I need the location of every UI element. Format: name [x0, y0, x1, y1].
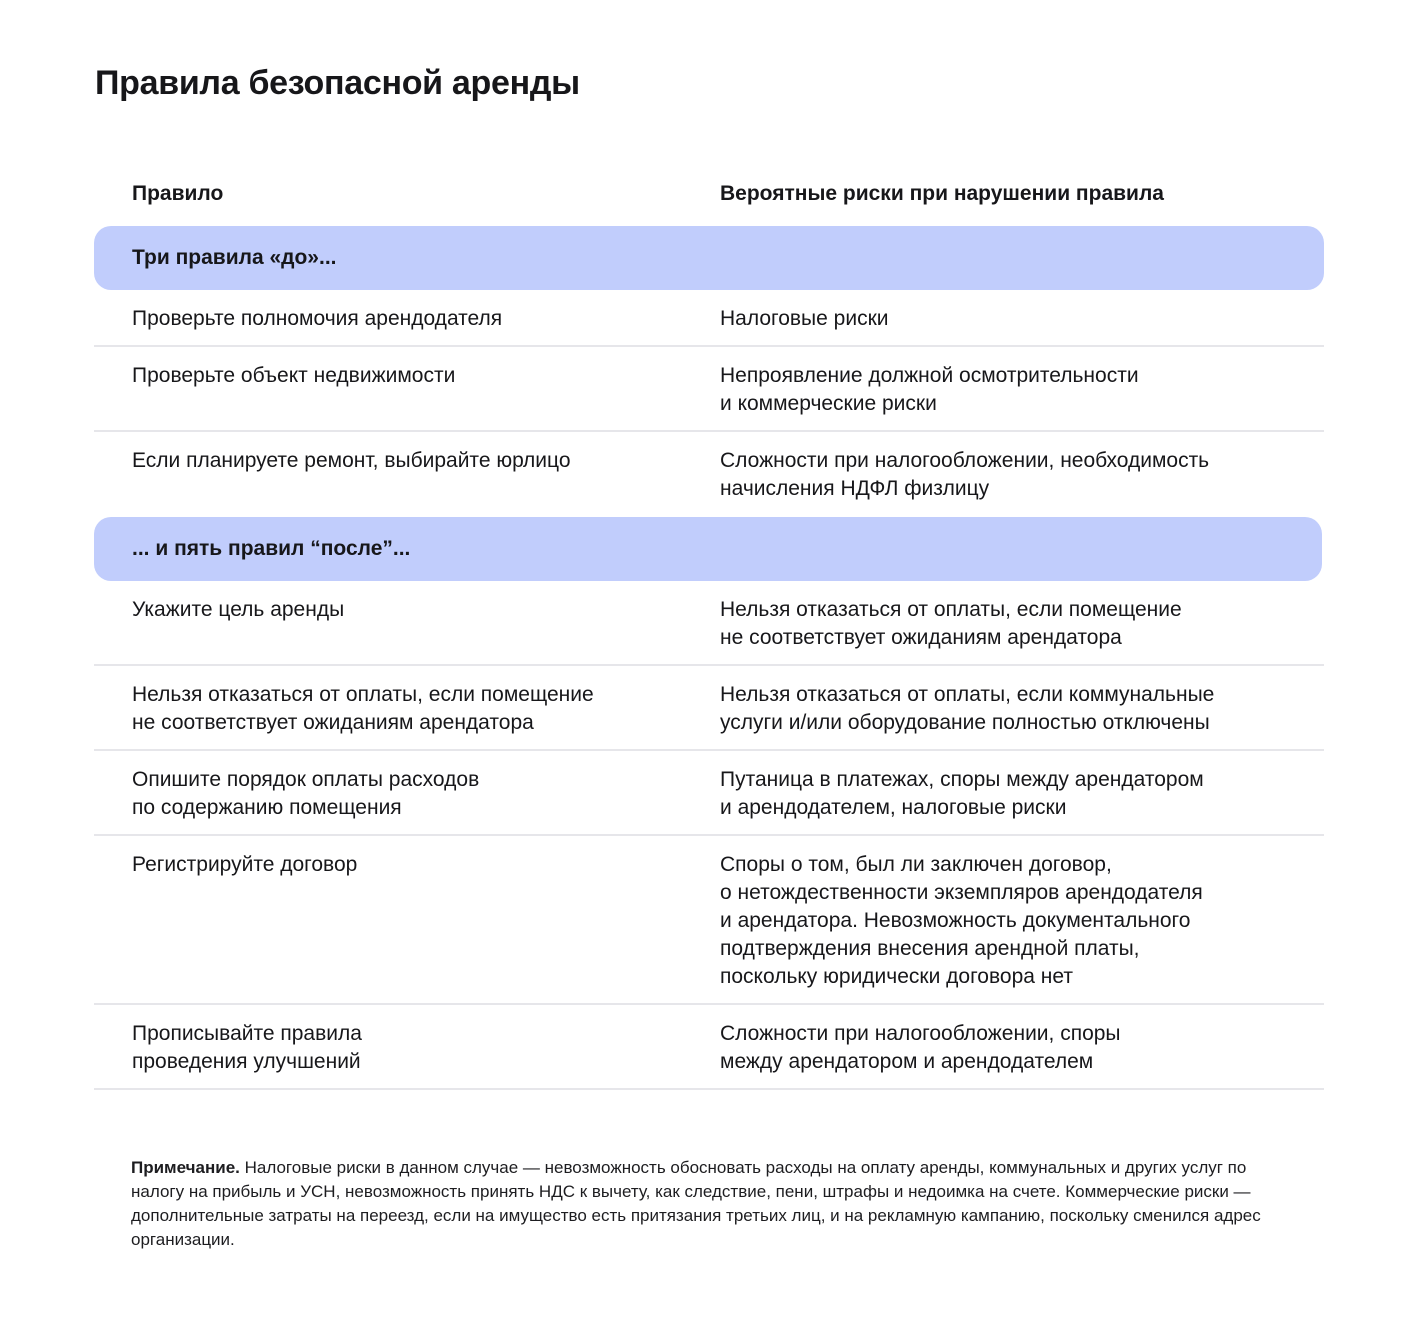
table-row: [94, 347, 1324, 432]
risk-cell: Сложности при налогообложении, споры между арендатором и арендодателем: [720, 1022, 1121, 1073]
footnote-text: Налоговые риски в данном случае — невозможность обосновать расходы на оплату аренды, коммунальных и других услуг по налогу на прибыль и УСН, невозможность принять НДС к вычету, как следствие, пени, штрафы и недоимка на счете. Коммерческие риски — дополнительные затраты на переезд, если на имущество есть притязания третьих лиц, и на рекламную кампанию, поскольку сменился адрес организации.: [131, 1158, 1261, 1249]
risk-cell: Сложности при налогообложении, необходимость начисления НДФЛ физлицу: [720, 449, 1210, 500]
section-header-before: Три правила «до»...: [94, 226, 1324, 290]
risk-cell: Нельзя отказаться от оплаты, если коммунальные услуги и/или оборудование полностью отключены: [720, 683, 1215, 734]
table-row: [94, 836, 1324, 1005]
rule-cell: Если планируете ремонт, выбирайте юрлицо: [132, 449, 571, 472]
risk-cell: Путаница в платежах, споры между арендатором и арендодателем, налоговые риски: [720, 768, 1204, 819]
table-row: [94, 581, 1324, 666]
risk-cell: Налоговые риски: [720, 307, 889, 330]
rule-cell: Проверьте полномочия арендодателя: [132, 307, 503, 330]
rule-cell: Нельзя отказаться от оплаты, если помещение не соответствует ожиданиям арендатора: [132, 683, 594, 734]
column-header-rule: Правило: [132, 182, 224, 205]
rule-cell: Регистрируйте договор: [132, 853, 358, 876]
table-row: [94, 432, 1324, 517]
table-row: [94, 290, 1324, 347]
rule-cell: Укажите цель аренды: [132, 598, 345, 621]
page-title: Правила безопасной аренды: [95, 64, 580, 102]
footnote-label: Примечание.: [131, 1158, 240, 1177]
table-header: [94, 176, 1324, 226]
table-row: [94, 666, 1324, 751]
risk-cell: Нельзя отказаться от оплаты, если помещение не соответствует ожиданиям арендатора: [720, 598, 1182, 649]
rule-cell: Прописывайте правила проведения улучшений: [132, 1022, 362, 1073]
footnote: [131, 1156, 1281, 1252]
risk-cell: Споры о том, был ли заключен договор, о нетождественности экземпляров арендодателя и арендатора. Невозможность документального подтверждения внесения арендной платы, поскольку юридически договора нет: [720, 853, 1203, 988]
rules-table: [94, 176, 1324, 1090]
table-row: [94, 1005, 1324, 1090]
risk-cell: Непроявление должной осмотрительности и коммерческие риски: [720, 364, 1139, 415]
rule-cell: Опишите порядок оплаты расходов по содержанию помещения: [132, 768, 480, 819]
column-header-risk: Вероятные риски при нарушении правила: [720, 182, 1164, 205]
table-row: [94, 751, 1324, 836]
section-header-after: ... и пять правил “после”...: [94, 517, 1322, 581]
rule-cell: Проверьте объект недвижимости: [132, 364, 456, 387]
